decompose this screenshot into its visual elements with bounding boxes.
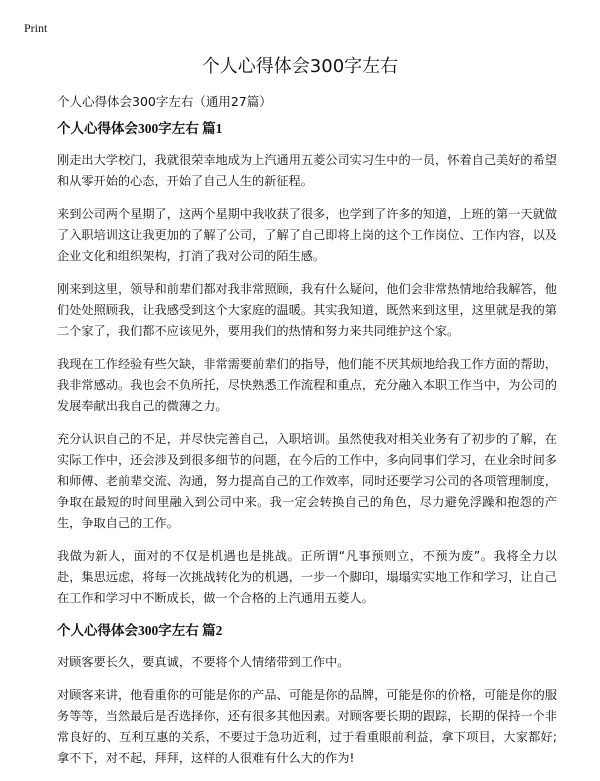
section-heading: 个人心得体会300字左右 篇2 [57, 623, 223, 638]
paragraph: 来到公司两个星期了，这两个星期中我收获了很多，也学到了许多的知道，上班的第一天就做了入职培训这让我更加的了解了公司，了解了自己即将上岗的这个工作岗位、工作内容，以及企业文化和组织架构，打消了我对公司的陌生感。 [57, 207, 557, 263]
paragraph: 对顾客要长久，要真诚，不要将个人情绪带到工作中。 [57, 655, 350, 669]
article-body [57, 92, 557, 781]
paragraph: 刚走出大学校门，我就很荣幸地成为上汽通用五菱公司实习生中的一员，怀着自己美好的希望和从零开始的心态，开始了自己人生的新征程。 [57, 153, 557, 188]
section-1 [57, 119, 557, 609]
paragraph: 我做为新人，面对的不仅是机遇也是挑战。正所谓“凡事预则立，不预为废”。我将全力以赴，集思远虑，将每一次挑战转化为的机遇，一步一个脚印，塌塌实实地工作和学习，让自己在工作和学习中不断成长，做一个合格的上汽通用五菱人。 [57, 549, 557, 605]
intro-line: 个人心得体会300字左右（通用27篇） [57, 94, 272, 109]
page-title: 个人心得体会300字左右 [201, 56, 399, 77]
section-heading: 个人心得体会300字左右 篇1 [57, 121, 223, 136]
paragraph: 充分认识自己的不足，并尽快完善自己，入职培训。虽然使我对相关业务有了初步的了解，在实际工作中，还会涉及到很多细节的问题，在今后的工作中，多向同事们学习，在业余时间多和师傅、老前辈交流、沟通，努力提高自己的工作效率，同时还要学习公司的各项管理制度，争取在最短的时间里融入到公司中来。我一定会转换自己的角色，尽力避免浮躁和抱怨的产生，争取自己的工作。 [57, 432, 557, 530]
paragraph: 对顾客来讲，他看重你的可能是你的产品、可能是你的品牌，可能是你的价格，可能是你的服务等等，当然最后是否选择你，还有很多其他因素。对顾客要长期的跟踪，长期的保持一个非常良好的、互利互惠的关系，不要过于急功近利，过于看重眼前利益，拿下项目，大家都好;拿不下，对不起，拜拜，这样的人很难有什么大的作为! [57, 688, 557, 765]
paragraph: 我现在工作经验有些欠缺，非常需要前辈们的指导，他们能不厌其烦地给我工作方面的帮助，我非常感动。我也会不负所托，尽快熟悉工作流程和重点，充分融入本职工作当中，为公司的发展奉献出我自己的微薄之力。 [57, 357, 557, 413]
section-2 [57, 621, 557, 769]
print-link[interactable]: Print [24, 21, 48, 35]
paragraph: 刚来到这里，领导和前辈们都对我非常照顾，我有什么疑问，他们会非常热情地给我解答，他们处处照顾我，让我感受到这个大家庭的温暖。其实我知道，既然来到这里，这里就是我的第二个家了，我们都不应该见外，要用我们的热情和努力来共同维护这个家。 [57, 282, 557, 338]
